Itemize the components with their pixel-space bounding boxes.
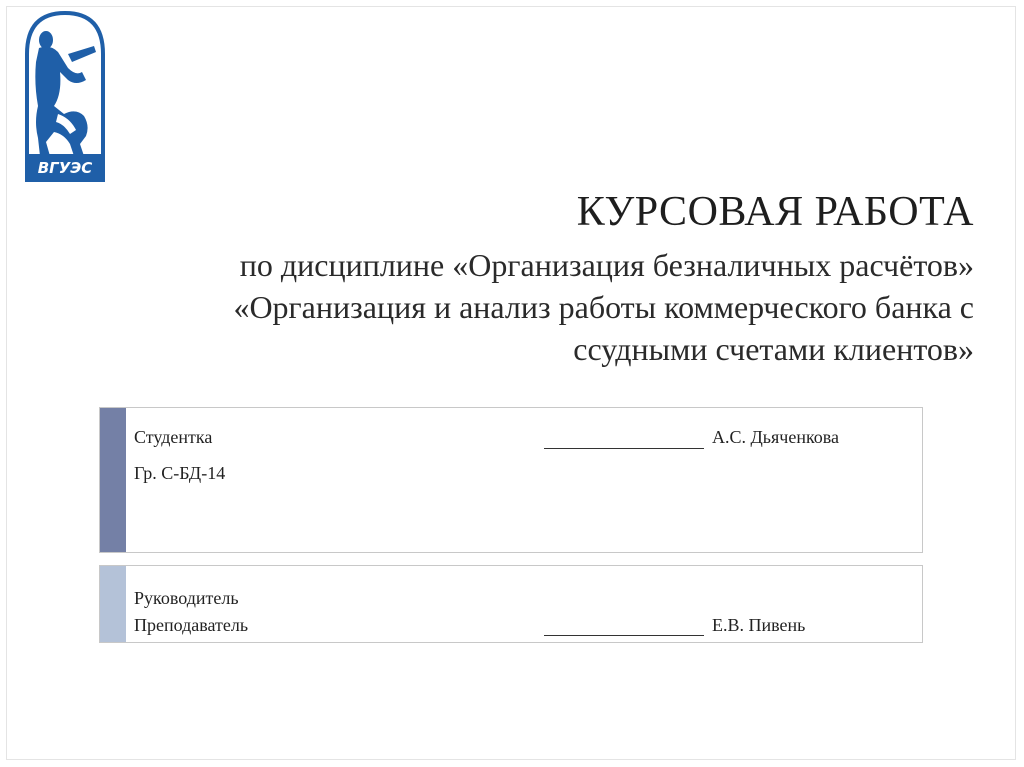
title-block <box>44 186 974 370</box>
logo-text: ВГУЭС <box>37 159 93 177</box>
subtitle-line: по дисциплине «Организация безналичных расчётов» <box>239 247 974 283</box>
main-title: КУРСОВАЯ РАБОТА <box>576 189 974 235</box>
accent-bar <box>100 566 126 642</box>
signature-line <box>544 635 704 636</box>
subtitle <box>44 244 974 370</box>
slide-frame <box>6 6 1016 760</box>
supervisor-name: Е.В. Пивень <box>712 615 806 635</box>
student-role: Студентка <box>134 427 213 447</box>
supervisor-role: Руководитель <box>134 588 239 608</box>
subtitle-line: «Организация и анализ работы коммерческого банка с <box>233 289 974 325</box>
supervisor-info-box <box>99 565 923 643</box>
student-group: Гр. С-БД-14 <box>134 463 226 483</box>
student-name: А.С. Дьяченкова <box>712 427 840 447</box>
signature-line <box>544 448 704 449</box>
university-logo <box>24 10 106 184</box>
student-info-box <box>99 407 923 553</box>
supervisor-position: Преподаватель <box>134 615 249 635</box>
accent-bar <box>100 408 126 552</box>
subtitle-line: ссудными счетами клиентов» <box>573 331 974 367</box>
